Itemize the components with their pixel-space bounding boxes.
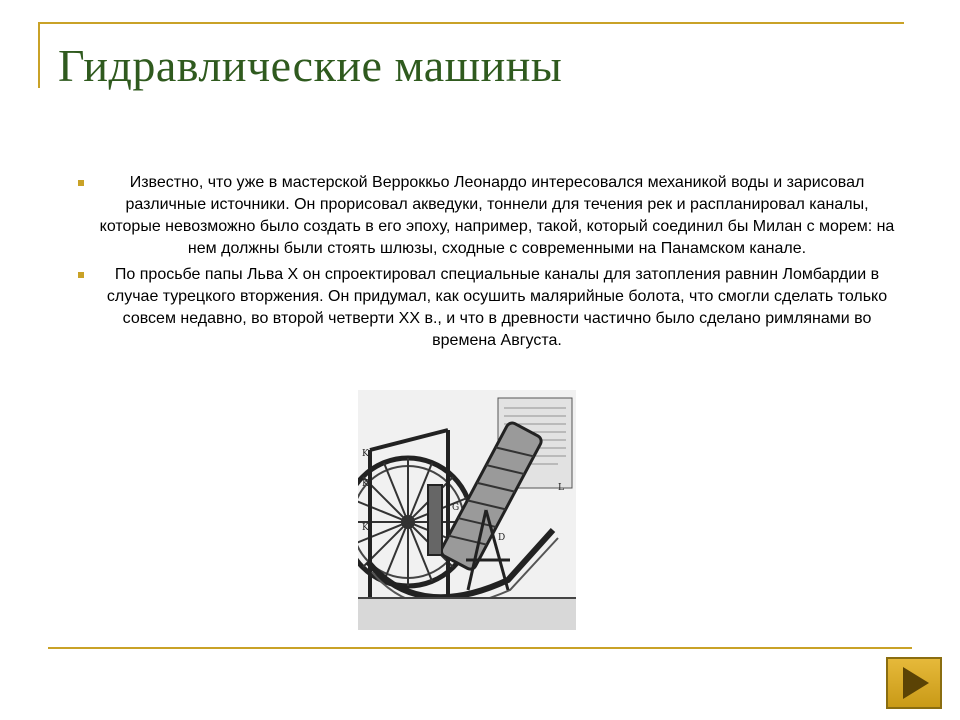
slide-title: Гидравлические машины — [58, 40, 563, 91]
square-bullet-icon — [78, 272, 84, 278]
bullet-item — [70, 264, 900, 352]
figure-letter: G — [452, 503, 460, 513]
figure-letter: K — [362, 523, 369, 533]
bullet-text: По просьбе папы Льва X он спроектировал специальные каналы для затопления равнин Ломбардии в случае турецкого вторжения. Он придумал, как осушить малярийные болота, что смогли сделать только совсем недавно, во второй четверти XX в., и что в древности частично было сделано римлянами во времена Августа. — [106, 266, 888, 349]
top-rule — [38, 22, 904, 24]
figure-letter: K — [362, 479, 369, 489]
engraving-drawing — [358, 390, 576, 630]
hydraulic-machine-engraving — [358, 390, 576, 630]
bullet-text: Известно, что уже в мастерской Верроккьо Леонардо интересовался механикой воды и зарисовал различные источники. Он прорисовал акведуки, тоннели для течения рек и распланировал каналы, которые невозможно было создать в его эпоху, например, такой, который соединил бы Милан с морем: на нем должны были стоять шлюзы, сходные с современными на Панамском канале. — [99, 174, 895, 257]
square-bullet-icon — [78, 180, 84, 186]
next-slide-button[interactable] — [886, 657, 942, 709]
figure-letter: L — [558, 483, 564, 493]
left-rule — [38, 22, 40, 88]
bottom-rule — [48, 647, 912, 649]
bullet-item — [70, 172, 900, 260]
figure-letter: D — [498, 533, 506, 543]
play-triangle-icon — [903, 667, 929, 699]
figure-letter: K — [362, 449, 369, 459]
bullet-list — [70, 172, 900, 356]
